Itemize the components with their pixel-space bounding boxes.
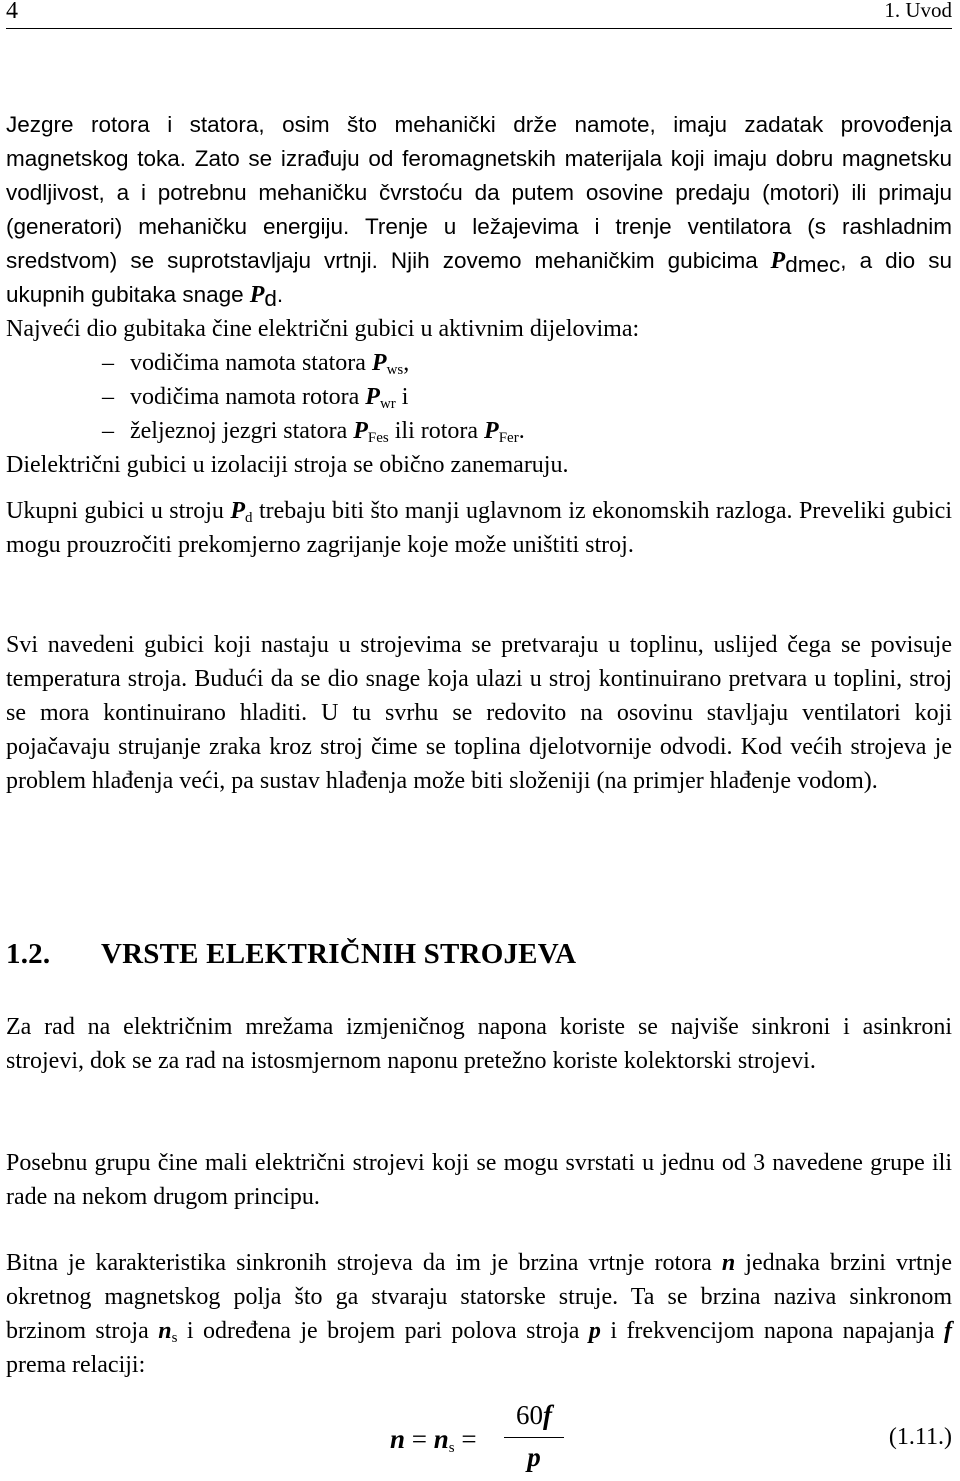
symbol-n: n [390, 1424, 406, 1454]
list-item-text: , [403, 350, 410, 376]
equation-number: (1.11.) [888, 1424, 952, 1450]
paragraph-text: Dielektrični gubici u izolaciji stroja se obično zanemaruju. [6, 452, 569, 478]
dash-bullet: – [102, 350, 114, 376]
paragraph-text: prema relaciji: [6, 1352, 146, 1378]
symbol-P: P [365, 384, 380, 410]
paragraph-text: . [276, 282, 284, 307]
symbol-f: f [944, 1318, 952, 1344]
numerator-number: 60 [516, 1400, 543, 1430]
header-rule [6, 28, 952, 29]
subscript-Fes: Fes [367, 430, 389, 446]
paragraph-small-machines: Posebnu grupu čine mali električni strojevi koji se mogu svrstati u jednu od 3 navedene grupe ili rade na nekom drugom principu. [6, 1150, 952, 1210]
list-item [6, 346, 952, 380]
subscript-wr: wr [379, 396, 396, 412]
list-item-text: vodičima namota rotora [130, 384, 360, 410]
dash-bullet: – [102, 384, 114, 410]
fraction-bar [504, 1437, 564, 1438]
paragraph-text: Jezgre rotora i statora, osim što mehanički drže namote, imaju zadatak provođenja magnetskog toka. Zato se izrađuju od feromagnetskih materijala koji imaju dobru magnetsku vodljivost, a i potrebnu mehaničku čvrstoću da putem osovine predaju (motori) ili primaju (generatori) mehaničku energiju. [6, 112, 952, 239]
list-item-text: . [518, 418, 525, 444]
equation-lhs [390, 1424, 477, 1455]
list-item-text: vodičima namota statora [130, 350, 366, 376]
dash-bullet: – [102, 418, 114, 444]
list-item-text: ili rotora [388, 418, 479, 444]
paragraph-synchronous-speed [6, 1246, 952, 1382]
symbol-P: P [484, 418, 499, 444]
paragraph-total-losses [6, 494, 952, 562]
paragraph-text: i određena je brojem pari polova stroja [177, 1318, 580, 1344]
symbol-P: P [371, 350, 387, 376]
section-number: 1.2. [6, 938, 51, 970]
paragraph-text: , a dio su ukupnih gubitaka snage [6, 248, 953, 307]
paragraph-text: Trenje u ležajevima i trenje ventilatora (s rashladnim sredstvom) se suprotstavljaju vrtnji. Njih zovemo mehaničkim gubicima [6, 214, 953, 273]
symbol-n: n [158, 1318, 172, 1344]
symbol-p: p [588, 1318, 601, 1344]
symbol-n: n [721, 1250, 736, 1276]
page-number: 4 [6, 0, 18, 24]
subscript-s: s [448, 1440, 455, 1456]
symbol-P: P [770, 248, 786, 274]
paragraph-heat: Svi navedeni gubici koji nastaju u strojevima se pretvaraju u toplinu, uslijed čega se povisuje temperatura stroja. Budući da se dio snage koja ulazi u stroj kontinuirano pretvara u toplini, stroj se mora kontinuirano hladiti. U tu svrhu se redovito na osovinu stavljaju ventilatori koji pojačavaju strujanje zraka kroz stroj čime se toplina djelotvornije odvodi. Kod većih strojeva je problem hlađenja veći, pa sustav hlađenja može biti složeniji (na primjer hlađenje vodom). [6, 632, 952, 794]
equation-synchronous-speed [390, 1400, 952, 1480]
running-head: 1. Uvod [884, 0, 952, 22]
page-header [6, 0, 952, 32]
equals-sign: = [454, 1424, 477, 1454]
paragraph-text: Bitna je karakteristika sinkronih strojeva da im je brzina vrtnje rotora [6, 1250, 712, 1276]
subscript-d: d [245, 510, 253, 526]
symbol-P: P [353, 418, 368, 444]
list-item [6, 414, 952, 448]
list-item-text: i [395, 384, 409, 410]
symbol-P: P [230, 498, 246, 524]
subscript-ws: ws [386, 362, 404, 378]
paragraph-text: trebaju biti što manji uglavnom iz ekonomskih razloga. Preveliki gubici mogu prouzročiti prekomjerno zagrijanje koje može uništiti stroj. [6, 498, 953, 558]
list-item-text: željeznoj jezgri statora [130, 418, 348, 444]
symbol-P: P [249, 282, 265, 308]
subscript-d: d [264, 286, 277, 311]
subscript-Fer: Fer [498, 430, 519, 446]
fraction-numerator [502, 1400, 566, 1431]
subscript-dmec: dmec [785, 252, 841, 277]
fraction-denominator: p [527, 1442, 541, 1472]
paragraph-machine-types: Za rad na električnim mrežama izmjeničnog napona koriste se najviše sinkroni i asinkroni strojevi, dok se za rad na istosmjernom naponu pretežno koriste kolektorski strojevi. [6, 1014, 952, 1074]
paragraph-text: Ukupni gubici u stroju [6, 498, 224, 524]
paragraph-text: jednaka brzini vrtnje okretnog magnetskog polja što ga stvaraju statorske struje. Ta se brzina naziva sinkronom brzinom stroja [6, 1250, 953, 1344]
paragraph-text: i frekvencijom napona napajanja [600, 1318, 935, 1344]
paragraph-text: Najveći dio gubitaka čine električni gubici u aktivnim dijelovima: [6, 316, 640, 342]
loss-list [6, 346, 952, 448]
paragraph-machine-losses [6, 108, 952, 482]
symbol-f: f [543, 1400, 552, 1430]
section-title: VRSTE ELEKTRIČNIH STROJEVA [101, 938, 577, 970]
section-heading [6, 938, 576, 971]
subscript-s: s [171, 1330, 178, 1346]
list-item [6, 380, 952, 414]
symbol-n: n [433, 1424, 449, 1454]
equals-sign: = [405, 1424, 434, 1454]
